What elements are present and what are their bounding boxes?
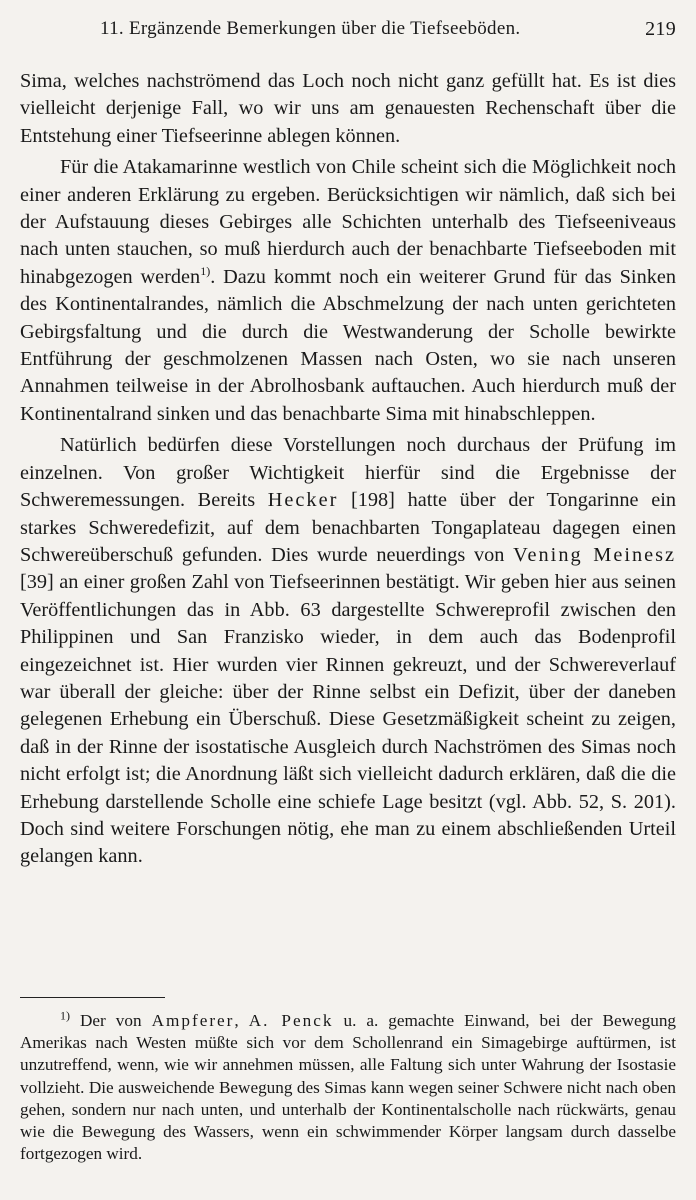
paragraph-1 [20,68,676,150]
chapter-heading: 11. Ergänzende Bemerkungen über die Tiefseeböden. [100,18,521,39]
paragraph-2-text: Für die Atakamarinne westlich von Chile scheint sich die Möglichkeit noch einer anderen Erklärung zu ergeben. Berücksichtigen wir nämlich, daß sich bei der Aufstauung dieses Gebirges alle Schichten unterhalb des Tiefseeniveaus nach unten stauchen, so muß hierdurch auch der benachbarte Tiefseeboden mit hinabgezogen werden [20,156,676,288]
author-ampferer: Ampferer [151,1011,235,1030]
footnote-comma: , [234,1011,239,1030]
author-vening-meinesz: Vening Meinesz [513,543,676,566]
author-penck: A. Penck [248,1011,334,1030]
paragraph-3 [20,432,676,871]
paragraph-2-text-cont: . Dazu kommt noch ein weiterer Grund für das Sinken des Kontinentalrandes, nämlich die Abschmelzung der nach unten gerichteten Gebirgsfaltung und die durch die Westwanderung der Scholle bewirkte Entführung der geschmolzenen Massen nach Osten, wo sie nach unseren Annahmen teilweise in der Abrolhosbank auftauchen. Auch hierdurch muß der Kontinentalrand sinken und das benachbarte Sima mit hinabschleppen. [20,265,676,425]
footnote-divider [20,997,165,998]
paragraph-3-text-a: Natürlich bedürfen diese Vorstellungen noch durchaus der Prüfung im einzelnen. Von großer Wichtigkeit hierfür sind die Ergebnisse der Schweremessungen. Bereits [20,434,676,512]
footnote-reference: 1) [200,264,211,279]
running-header [100,18,676,48]
paragraph-2 [20,154,676,428]
paragraph-3-text-b: [198] hatte über der Tongarinne ein starkes Schweredefizit, auf dem benachbarten Tongaplateau dagegen einen Schwereüberschuß gefunden. Dies wurde neuerdings von [20,489,676,566]
main-text [20,68,676,871]
paragraph-3-text-c: [39] an einer großen Zahl von Tiefseerinnen bestätigt. Wir geben hier aus seinen Veröffentlichungen das in Abb. 63 dargestellte Schwereprofil zwischen den Philippinen und San Franzisko wieder, in dem auch das Bodenprofil eingezeichnet ist. Hier wurden vier Rinnen gekreuzt, und der Schwereverlauf war überall der gleiche: über der Rinne selbst ein Defizit, über der daneben gelegenen Erhebung ein Überschuß. Diese Gesetzmäßigkeit scheint zu zeigen, daß in der Rinne der isostatische Ausgleich durch Nachströmen des Simas noch nicht erfolgt ist; die Anordnung läßt sich vielleicht dadurch erklären, daß die die Erhebung darstellende Scholle eine schiefe Lage besitzt (vgl. Abb. 52, S. 201). Doch sind weitere Forschungen nötig, ehe man zu einem abschließenden Urteil gelangen kann. [20,571,676,868]
footnote [20,1010,676,1165]
paragraph-1-text: Sima, welches nachströmend das Loch noch nicht ganz gefüllt hat. Es ist dies vielleicht derjenige Fall, wo wir uns am genauesten Rechenschaft über die Entstehung einer Tiefseerinne ablegen können. [20,70,676,147]
footnote-text-c: u. a. gemachte Einwand, bei der Bewegung Amerikas nach Westen müßte sich vor dem Schollenrand ein Simagebirge auftürmen, ist unzutreffend, wenn, wie wir annehmen müssen, alle Faltung sich unter Wahrung der Isostasie vollzieht. Die ausweichende Bewegung des Simas kann wegen seiner Schwere nicht nach oben gehen, sondern nur nach unten, und unterhalb der Kontinentalscholle nach rückwärts, genau wie die Bewegung des Wassers, wenn ein schwimmender Körper langsam durch dasselbe fortgezogen wird. [20,1011,677,1164]
page-number: 219 [645,18,676,40]
footnote-text-a: Der von [80,1011,142,1030]
footnote-marker: 1) [60,1008,70,1023]
author-hecker: Hecker [267,489,339,512]
